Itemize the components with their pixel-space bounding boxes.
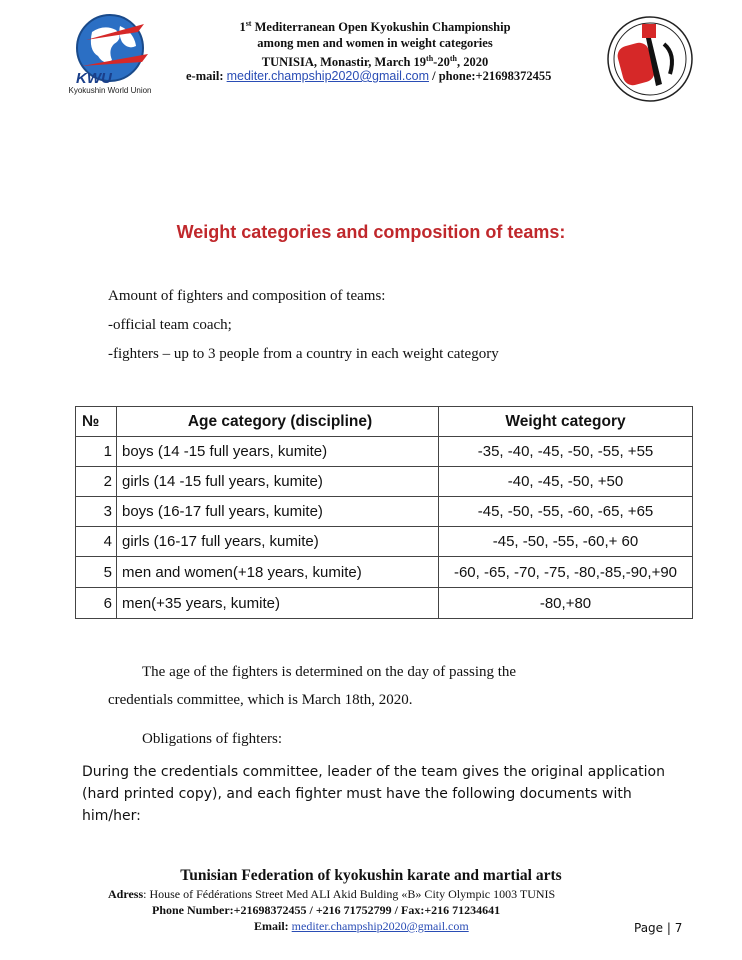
row-num: 5 — [76, 557, 117, 588]
table-row — [76, 557, 693, 588]
table-header-row — [76, 407, 693, 437]
obligations-paragraph: During the credentials committee, leader of the team gives the original application (hard printed copy), and each fighter must have the following documents with him/her: — [82, 764, 665, 824]
row-age: boys (14 -15 full years, kumite) — [117, 437, 439, 467]
row-weight: -60, -65, -70, -75, -80,-85,-90,+90 — [439, 557, 693, 588]
row-num: 3 — [76, 497, 117, 527]
weight-category-table — [75, 406, 693, 619]
row-age: girls (16-17 full years, kumite) — [117, 527, 439, 557]
age-paragraph-line-2: credentials committee, which is March 18th, 2020. — [108, 692, 413, 708]
row-age: boys (16-17 full years, kumite) — [117, 497, 439, 527]
row-num: 2 — [76, 467, 117, 497]
obligations-heading: Obligations of fighters: — [142, 731, 282, 747]
row-age: girls (14 -15 full years, kumite) — [117, 467, 439, 497]
footer-phone: Phone Number:+21698372455 / +216 71752799 / Fax:+216 71234641 — [152, 903, 501, 917]
header-title-line3: TUNISIA, Monastir, March 19th-20th, 2020 — [261, 54, 489, 70]
header-title — [170, 16, 580, 70]
intro-line-3: -fighters – up to 3 people from a country in each weight category — [108, 346, 499, 362]
intro-line-2: -official team coach; — [108, 317, 232, 333]
header-title-line1: 1st Mediterranean Open Kyokushin Championship — [239, 19, 511, 35]
row-weight: -80,+80 — [439, 588, 693, 619]
kwu-logo-caption: Kyokushin World Union — [68, 86, 152, 95]
header-age: Age category (discipline) — [117, 407, 439, 437]
row-age: men(+35 years, kumite) — [117, 588, 439, 619]
table-row — [76, 437, 693, 467]
row-num: 1 — [76, 437, 117, 467]
footer-email: Email: mediter.champship2020@gmail.com — [254, 919, 469, 933]
row-weight: -45, -50, -55, -60, -65, +65 — [439, 497, 693, 527]
row-num: 6 — [76, 588, 117, 619]
table-row — [76, 588, 693, 619]
footer-email-link[interactable]: mediter.champship2020@gmail.com — [291, 919, 469, 933]
table-row — [76, 467, 693, 497]
kwu-logo-text: KWU — [76, 70, 112, 87]
intro-line-1: Amount of fighters and composition of teams: — [108, 288, 386, 304]
table-row — [76, 497, 693, 527]
age-paragraph-line-1: The age of the fighters is determined on the day of passing the — [142, 664, 517, 680]
footer-address: Adress: House of Fédérations Street Med ALI Akid Bulding «B» City Olympic 1003 TUNIS — [108, 887, 556, 901]
table-row — [76, 527, 693, 557]
row-weight: -35, -40, -45, -50, -55, +55 — [439, 437, 693, 467]
header-email-link[interactable]: mediter.champship2020@gmail.com — [226, 69, 429, 83]
row-num: 4 — [76, 527, 117, 557]
row-weight: -40, -45, -50, +50 — [439, 467, 693, 497]
page-number: Page | 7 — [634, 921, 683, 935]
kyokushin-kanji-emblem-icon — [600, 14, 700, 104]
header-title-line2: among men and women in weight categories — [257, 36, 493, 51]
footer-title: Tunisian Federation of kyokushin karate and martial arts — [180, 867, 562, 884]
header-weight: Weight category — [439, 407, 693, 437]
section-title: Weight categories and composition of teams: — [176, 222, 566, 242]
row-weight: -45, -50, -55, -60,+ 60 — [439, 527, 693, 557]
row-age: men and women(+18 years, kumite) — [117, 557, 439, 588]
header-num: № — [76, 407, 117, 437]
header-contact: e-mail: mediter.champship2020@gmail.com / phone:+21698372455 — [186, 69, 552, 83]
